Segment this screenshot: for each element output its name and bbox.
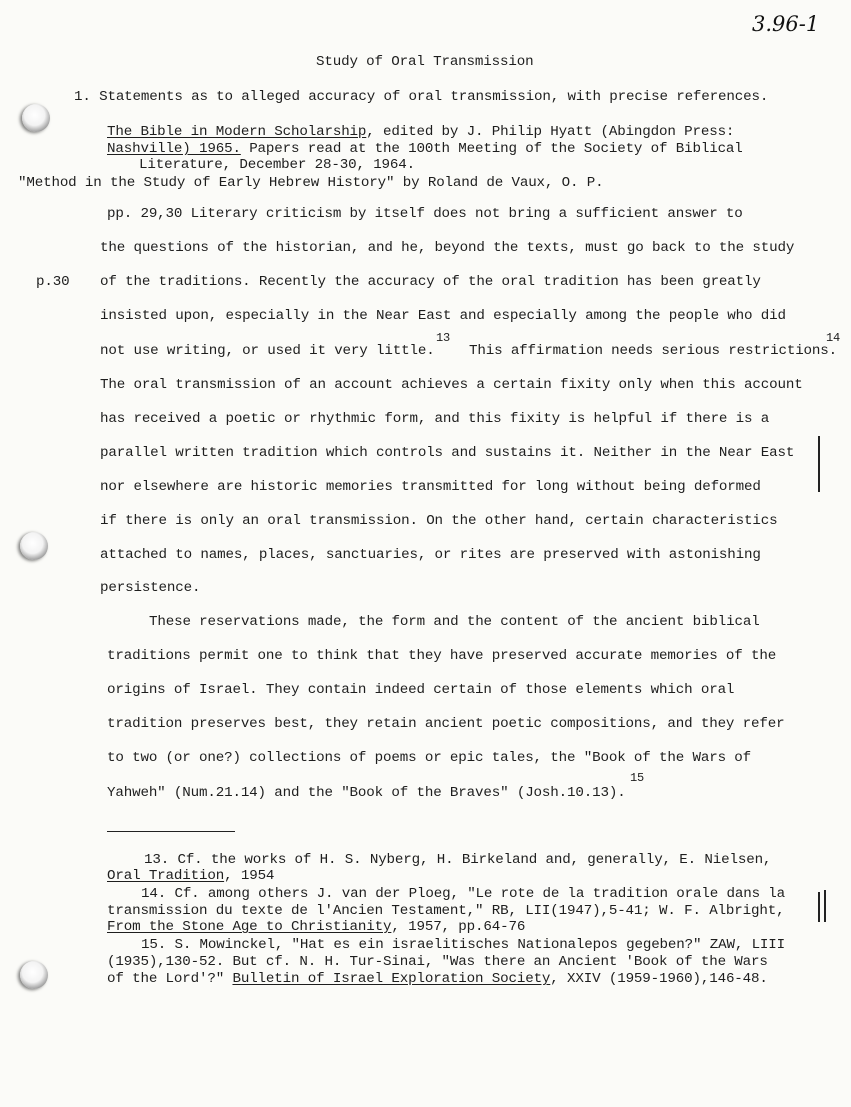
page-number: 3.96-1 xyxy=(752,12,820,36)
footnote-13-line-1: 13. Cf. the works of H. S. Nyberg, H. Birkeland and, generally, E. Nielsen, xyxy=(144,852,772,868)
para1-line: pp. 29,30 Literary criticism by itself does not bring a sufficient answer to xyxy=(107,206,743,222)
section-heading: 1. Statements as to alleged accuracy of oral transmission, with precise references. xyxy=(74,89,769,105)
footnote-15-volume: , XXIV (1959-1960),146-48. xyxy=(550,971,768,987)
para1-line: parallel written tradition which controls and sustains it. Neither in the Near East xyxy=(100,445,795,461)
para1-line: persistence. xyxy=(100,580,201,596)
footnote-15-article: of the Lord'?" xyxy=(107,971,233,987)
footnote-margin-mark-left xyxy=(818,892,820,922)
para1-line: not use writing, or used it very little. xyxy=(100,343,435,359)
footnote-14-title: From the Stone Age to Christianity xyxy=(107,919,392,935)
margin-page-note: p.30 xyxy=(36,274,70,290)
footnote-15-line-3 xyxy=(107,971,768,987)
para1-line: attached to names, places, sanctuaries, or rites are preserved with astonishing xyxy=(100,547,761,563)
footnote-15-journal: Bulletin of Israel Exploration Society xyxy=(232,971,551,987)
footnote-14-pages: , 1957, pp.64-76 xyxy=(391,919,526,935)
footnote-ref-13: 13 xyxy=(436,331,451,345)
footnote-14-line-3 xyxy=(107,919,525,935)
footnote-14-line-2: transmission du texte de l'Ancien Testament," RB, LII(1947),5-41; W. F. Albright, xyxy=(107,903,785,919)
para2-line: traditions permit one to think that they have preserved accurate memories of the xyxy=(107,648,777,664)
citation-publisher: , edited by J. Philip Hyatt (Abingdon Press: xyxy=(366,124,735,140)
footnote-15-line-2: (1935),130-52. But cf. N. H. Tur-Sinai, "Was there an Ancient 'Book of the Wars xyxy=(107,954,768,970)
para1-line: The oral transmission of an account achieves a certain fixity only when this account xyxy=(100,377,803,393)
footnote-ref-15: 15 xyxy=(630,771,645,785)
footnote-13-title: Oral Tradition xyxy=(107,868,225,884)
para1-line-cont: This affirmation needs serious restrictions. xyxy=(469,343,838,359)
document-title: Study of Oral Transmission xyxy=(316,54,534,70)
footnote-13-line-2 xyxy=(107,868,274,884)
footnote-13-year: , 1954 xyxy=(224,868,275,884)
footnote-14-line-1: 14. Cf. among others J. van der Ploeg, "Le rote de la tradition orale dans la xyxy=(141,886,786,902)
book-title: The Bible in Modern Scholarship xyxy=(107,124,367,140)
citation-place-year: Nashville) 1965. xyxy=(107,141,241,157)
para1-line: has received a poetic or rhythmic form, and this fixity is helpful if there is a xyxy=(100,411,770,427)
citation-line-3: Literature, December 28-30, 1964. xyxy=(139,157,416,173)
punch-hole-bottom xyxy=(20,961,48,989)
citation-line-1 xyxy=(107,124,734,140)
para1-line: nor elsewhere are historic memories transmitted for long without being deformed xyxy=(100,479,761,495)
article-reference: "Method in the Study of Early Hebrew History" by Roland de Vaux, O. P. xyxy=(18,175,604,191)
footnote-15-line-1: 15. S. Mowinckel, "Hat es ein israelitisches Nationalepos gegeben?" ZAW, LIII xyxy=(141,937,786,953)
citation-meeting: Papers read at the 100th Meeting of the Society of Biblical xyxy=(240,141,743,157)
para2-line: to two (or one?) collections of poems or epic tales, the "Book of the Wars of xyxy=(107,750,752,766)
para1-line: if there is only an oral transmission. On the other hand, certain characteristics xyxy=(100,513,778,529)
margin-mark-line xyxy=(818,436,820,492)
para1-line: of the traditions. Recently the accuracy of the oral tradition has been greatly xyxy=(100,274,761,290)
para2-line: These reservations made, the form and the content of the ancient biblical xyxy=(149,614,760,630)
para2-line: tradition preserves best, they retain ancient poetic compositions, and they refer xyxy=(107,716,785,732)
para1-line: insisted upon, especially in the Near East and especially among the people who did xyxy=(100,308,786,324)
punch-hole-top xyxy=(22,104,50,132)
punch-hole-middle xyxy=(20,532,48,560)
footnote-margin-mark-right xyxy=(824,890,826,922)
para1-line: the questions of the historian, and he, beyond the texts, must go back to the study xyxy=(100,240,795,256)
citation-line-2 xyxy=(107,141,743,157)
footnote-ref-14: 14 xyxy=(826,331,841,345)
para2-line: origins of Israel. They contain indeed certain of those elements which oral xyxy=(107,682,735,698)
footnote-separator xyxy=(107,831,235,832)
para2-line: Yahweh" (Num.21.14) and the "Book of the Braves" (Josh.10.13). xyxy=(107,785,626,801)
